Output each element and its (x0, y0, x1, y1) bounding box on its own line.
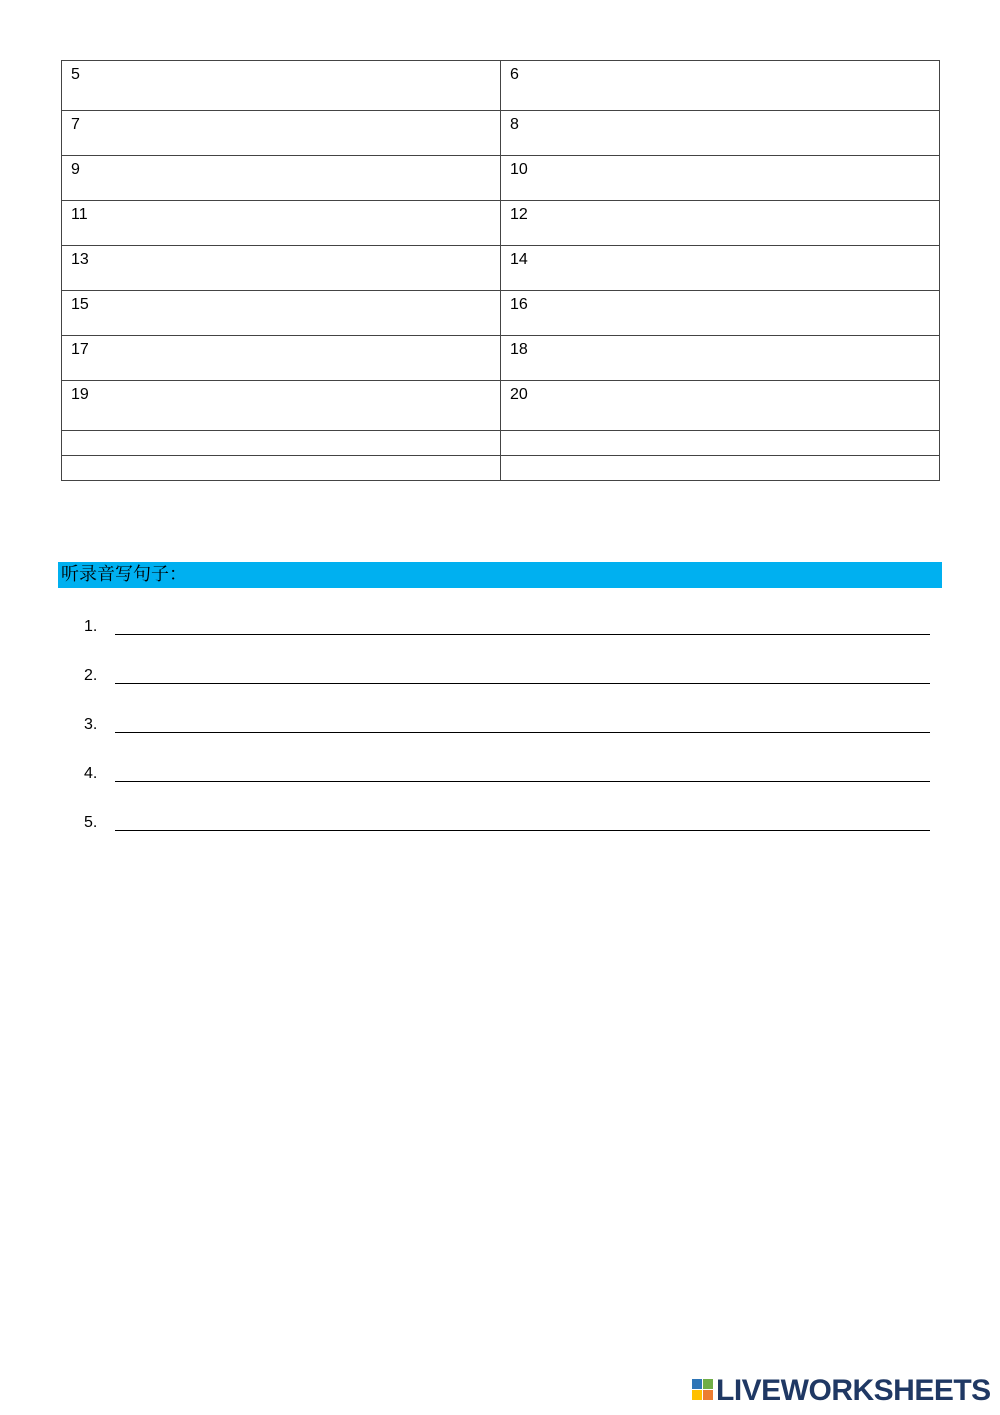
sentence-answer-line[interactable] (115, 732, 930, 733)
sentence-line (84, 764, 930, 786)
section-title: 听录音写句子： (61, 564, 187, 585)
table-row (62, 111, 940, 156)
sentence-line (84, 715, 930, 737)
answer-cell[interactable] (501, 456, 940, 481)
answer-cell[interactable] (501, 431, 940, 456)
table-row (62, 431, 940, 456)
sentence-number: 2. (84, 667, 98, 684)
answer-cell[interactable]: 13 (62, 246, 501, 291)
sentence-answer-line[interactable] (115, 781, 930, 782)
answer-cell[interactable]: 16 (501, 291, 940, 336)
answer-cell[interactable]: 5 (62, 61, 501, 111)
answer-cell[interactable]: 8 (501, 111, 940, 156)
sentence-answer-line[interactable] (115, 634, 930, 635)
table-row (62, 201, 940, 246)
section-banner (58, 562, 942, 588)
answer-cell[interactable]: 17 (62, 336, 501, 381)
sentence-number: 4. (84, 765, 98, 782)
answer-table (61, 60, 940, 481)
answer-cell[interactable]: 6 (501, 61, 940, 111)
answer-cell[interactable]: 20 (501, 381, 940, 431)
sentence-number: 5. (84, 814, 98, 831)
answer-cell[interactable] (62, 431, 501, 456)
table-row (62, 456, 940, 481)
answer-cell[interactable] (62, 456, 501, 481)
sentence-answer-line[interactable] (115, 683, 930, 684)
table-row (62, 381, 940, 431)
answer-cell[interactable]: 19 (62, 381, 501, 431)
table-row (62, 336, 940, 381)
table-row (62, 291, 940, 336)
sentence-line (84, 666, 930, 688)
logo-mark-icon (692, 1379, 714, 1401)
answer-cell[interactable]: 12 (501, 201, 940, 246)
table-row (62, 246, 940, 291)
answer-cell[interactable]: 10 (501, 156, 940, 201)
table-row (62, 61, 940, 111)
sentence-number: 1. (84, 618, 98, 635)
answer-cell[interactable]: 7 (62, 111, 501, 156)
answer-cell[interactable]: 15 (62, 291, 501, 336)
answer-cell[interactable]: 18 (501, 336, 940, 381)
answer-cell[interactable]: 9 (62, 156, 501, 201)
table-row (62, 156, 940, 201)
sentence-line (84, 813, 930, 835)
liveworksheets-logo (692, 1376, 992, 1406)
sentence-line (84, 617, 930, 639)
logo-text: LIVEWORKSHEETS (716, 1374, 991, 1407)
answer-cell[interactable]: 11 (62, 201, 501, 246)
answer-cell[interactable]: 14 (501, 246, 940, 291)
sentence-number: 3. (84, 716, 98, 733)
sentence-answer-line[interactable] (115, 830, 930, 831)
